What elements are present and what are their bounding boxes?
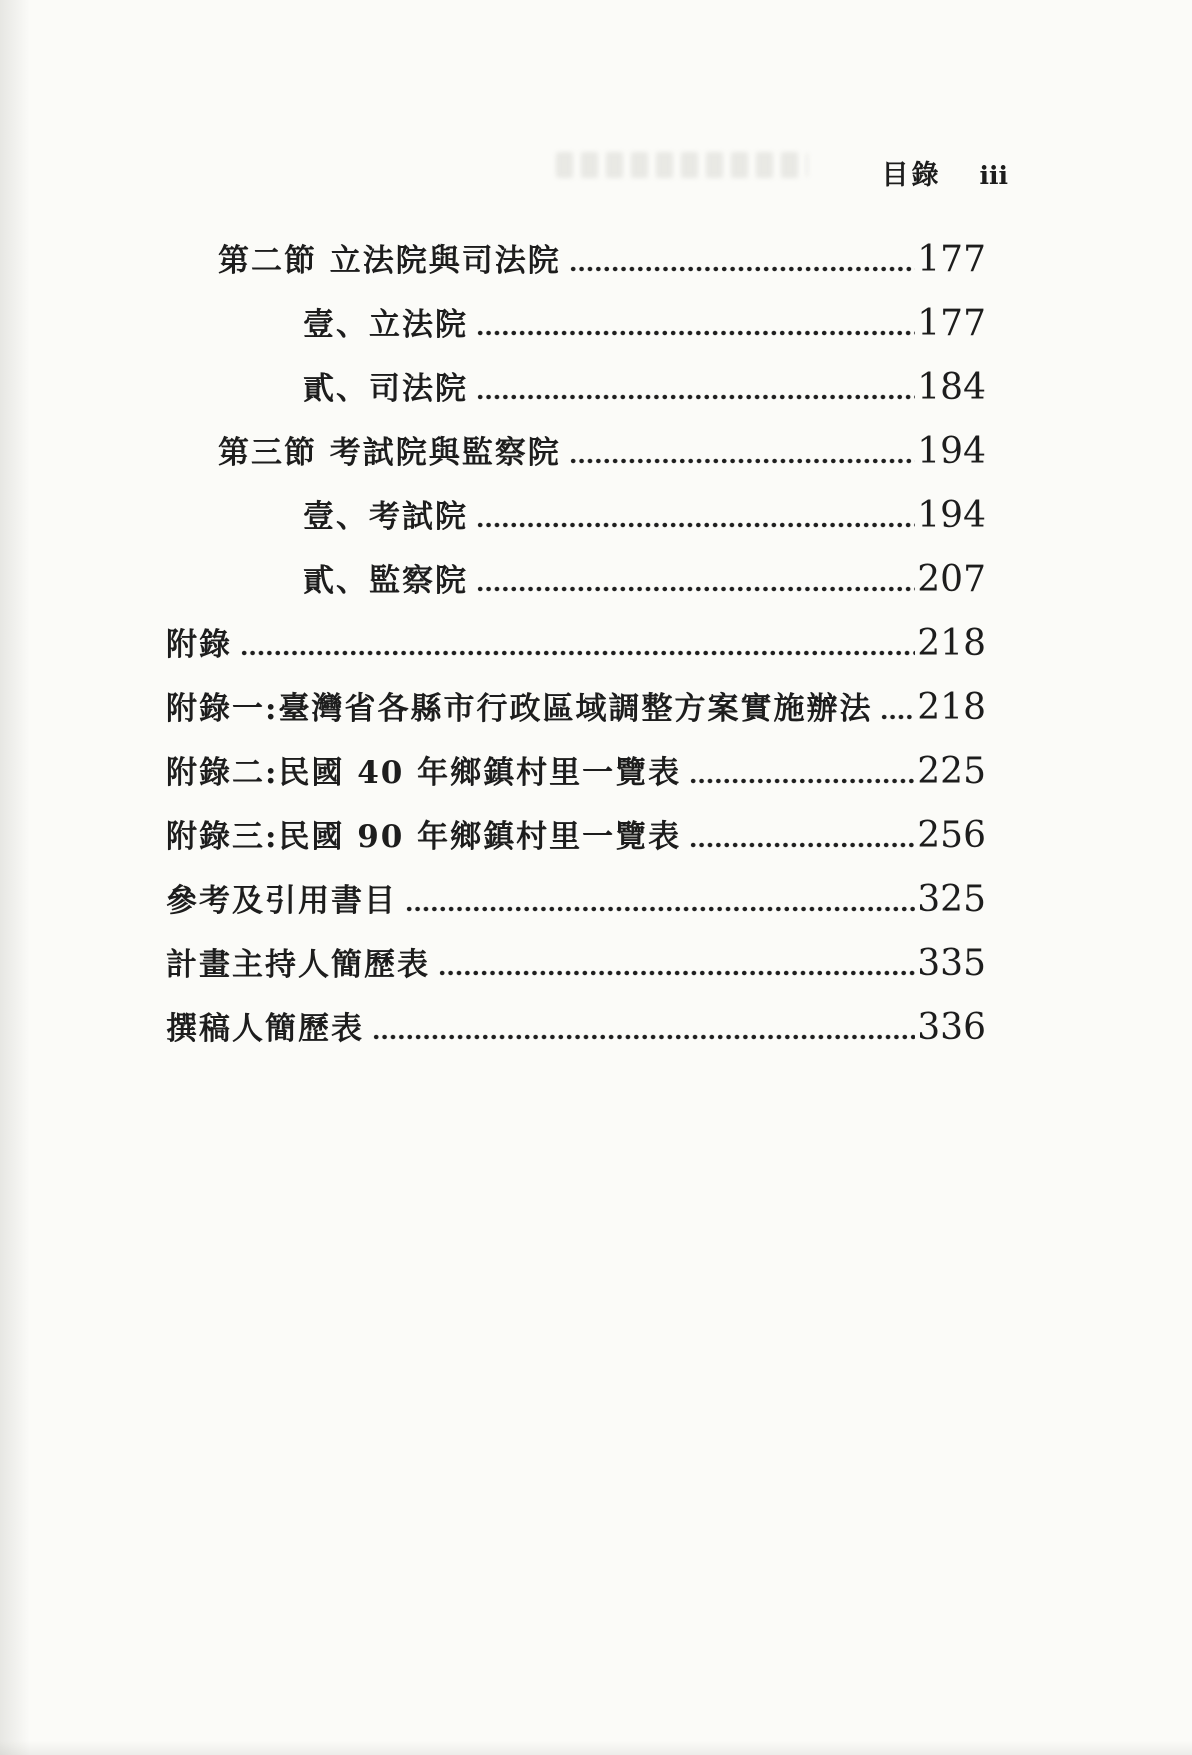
dot-leader	[689, 820, 915, 854]
toc-entry	[218, 239, 986, 280]
toc-entry-page-number: 218	[917, 687, 986, 728]
toc-entry-page-number: 218	[917, 623, 986, 664]
toc-entry-title: 附錄一:臺灣省各縣市行政區域調整方案實施辦法	[166, 691, 873, 727]
toc-entry-title: 壹、立法院	[303, 307, 468, 343]
toc-entry	[303, 303, 986, 344]
toc-entry-page-number: 207	[917, 559, 986, 600]
toc-entry	[166, 879, 986, 920]
toc-entry	[303, 495, 986, 536]
dot-leader	[476, 564, 915, 598]
dot-leader	[569, 244, 915, 278]
dot-leader	[569, 436, 915, 470]
toc-entry	[166, 687, 986, 728]
toc-entry-title: 計畫主持人簡歷表	[166, 947, 430, 983]
toc-entry-page-number: 177	[917, 239, 986, 280]
toc-entry-title: 第三節 考試院與監察院	[218, 435, 561, 471]
toc-entry	[166, 943, 986, 984]
toc-entry	[303, 367, 986, 408]
ink-bleed-through-artifact	[556, 152, 808, 178]
dot-leader	[476, 372, 915, 406]
toc-entry	[166, 623, 986, 664]
toc-entry-page-number: 184	[917, 367, 986, 408]
toc-entry-title: 附錄三:民國 90 年鄉鎮村里一覽表	[166, 819, 682, 855]
toc-entry	[303, 559, 986, 600]
toc-entry-title: 附錄二:民國 40 年鄉鎮村里一覽表	[166, 755, 682, 791]
toc-entry	[166, 1007, 986, 1048]
dot-leader	[476, 500, 915, 534]
toc-entry	[218, 431, 986, 472]
dot-leader	[240, 628, 915, 662]
toc-entry	[166, 751, 986, 792]
dot-leader	[476, 308, 915, 342]
toc-entry-title: 貳、司法院	[303, 371, 468, 407]
toc-entry	[166, 815, 986, 856]
toc-entry-page-number: 194	[917, 495, 986, 536]
toc-list	[0, 239, 986, 1075]
toc-entry-title: 第二節 立法院與司法院	[218, 243, 561, 279]
running-header-title: 目錄	[881, 160, 942, 191]
toc-entry-title: 撰稿人簡歷表	[166, 1011, 364, 1047]
toc-entry-page-number: 336	[917, 1007, 986, 1048]
toc-entry-title: 壹、考試院	[303, 499, 468, 535]
toc-entry-page-number: 194	[917, 431, 986, 472]
dot-leader	[405, 884, 915, 918]
scan-edge-shade-bottom	[0, 1741, 1192, 1755]
toc-entry-page-number: 325	[917, 879, 986, 920]
running-header-page-number: iii	[979, 161, 1008, 190]
running-header	[882, 153, 1009, 192]
toc-entry-page-number: 177	[917, 303, 986, 344]
toc-entry-page-number: 335	[917, 943, 986, 984]
toc-entry-page-number: 256	[917, 815, 986, 856]
toc-entry-title: 附錄	[166, 627, 232, 663]
dot-leader	[880, 692, 915, 726]
dot-leader	[372, 1012, 915, 1046]
toc-entry-title: 貳、監察院	[303, 563, 468, 599]
toc-entry-page-number: 225	[917, 751, 986, 792]
toc-entry-title: 參考及引用書目	[166, 883, 397, 919]
dot-leader	[689, 756, 915, 790]
dot-leader	[438, 948, 915, 982]
